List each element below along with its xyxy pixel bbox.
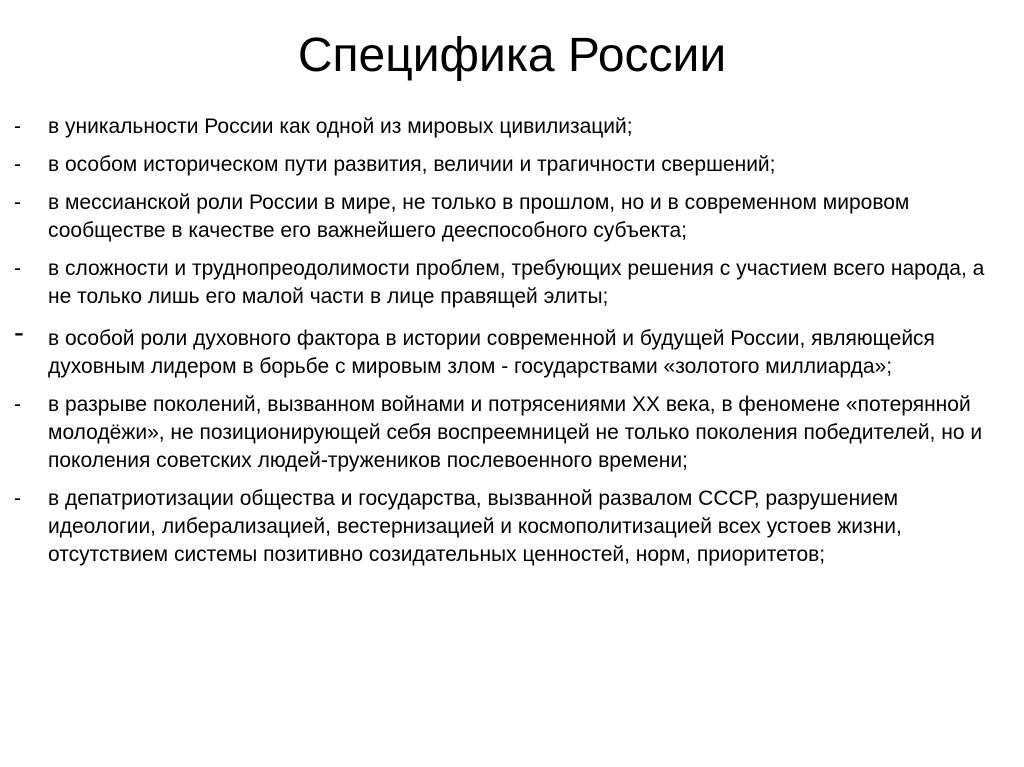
item-rest: разрушением идеологии, либерализацией, вестернизацией и космополитизацией всех устоев жизни, отсутствием системы позитивно созидательных ценностей, норм, приоритетов; [48, 487, 902, 566]
bullet-dash: - [14, 393, 21, 416]
list-item [14, 189, 1010, 245]
bullet-dash: - [14, 191, 21, 214]
item-rest: «потерянной молодёжи», не позиционирующей себя воспреемницей не только поколения победителей, но и поколения советских людей-тружеников послевоенного времени; [48, 393, 983, 472]
item-first-line: в особом историческом пути развития, величии и трагичности свершений; [48, 153, 776, 176]
bullet-dash: - [14, 316, 24, 349]
item-first-line: в мессианской роли России в мире, не только в прошлом, но и в современном [48, 191, 817, 214]
item-rest: являющейся духовным лидером в борьбе с мировым злом - государствами «золотого миллиарда»; [48, 327, 935, 378]
bullet-dash: - [14, 115, 21, 138]
list-item [14, 113, 1010, 141]
bullet-dash: - [14, 257, 21, 280]
item-first-line: в разрыве поколений, вызванном войнами и потрясениями XX века, в феномене [48, 393, 841, 416]
item-rest: мировом сообществе в качестве его важнейшего дееспособного субъекта; [48, 191, 910, 242]
item-first-line: в уникальности России как одной из мировых цивилизаций; [48, 115, 633, 138]
bullet-dash: - [14, 487, 21, 510]
bullet-list [14, 113, 1010, 579]
list-item [14, 485, 1010, 569]
list-item [14, 316, 1010, 381]
list-item [14, 391, 1010, 475]
item-first-line: в депатриотизации общества и государства, вызванной развалом СССР, [48, 487, 760, 510]
item-first-line: в сложности и труднопреодолимости проблем, требующих решения с участием [48, 257, 828, 280]
slide-title: Специфика России [297, 29, 727, 82]
bullet-dash: - [14, 153, 21, 176]
list-item [14, 151, 1010, 179]
list-item [14, 255, 1010, 311]
item-first-line: в особой роли духовного фактора в истории современной и будущей России, [48, 327, 806, 350]
item-rest: всего народа, а не только лишь его малой части в лице правящей элиты; [48, 257, 985, 308]
